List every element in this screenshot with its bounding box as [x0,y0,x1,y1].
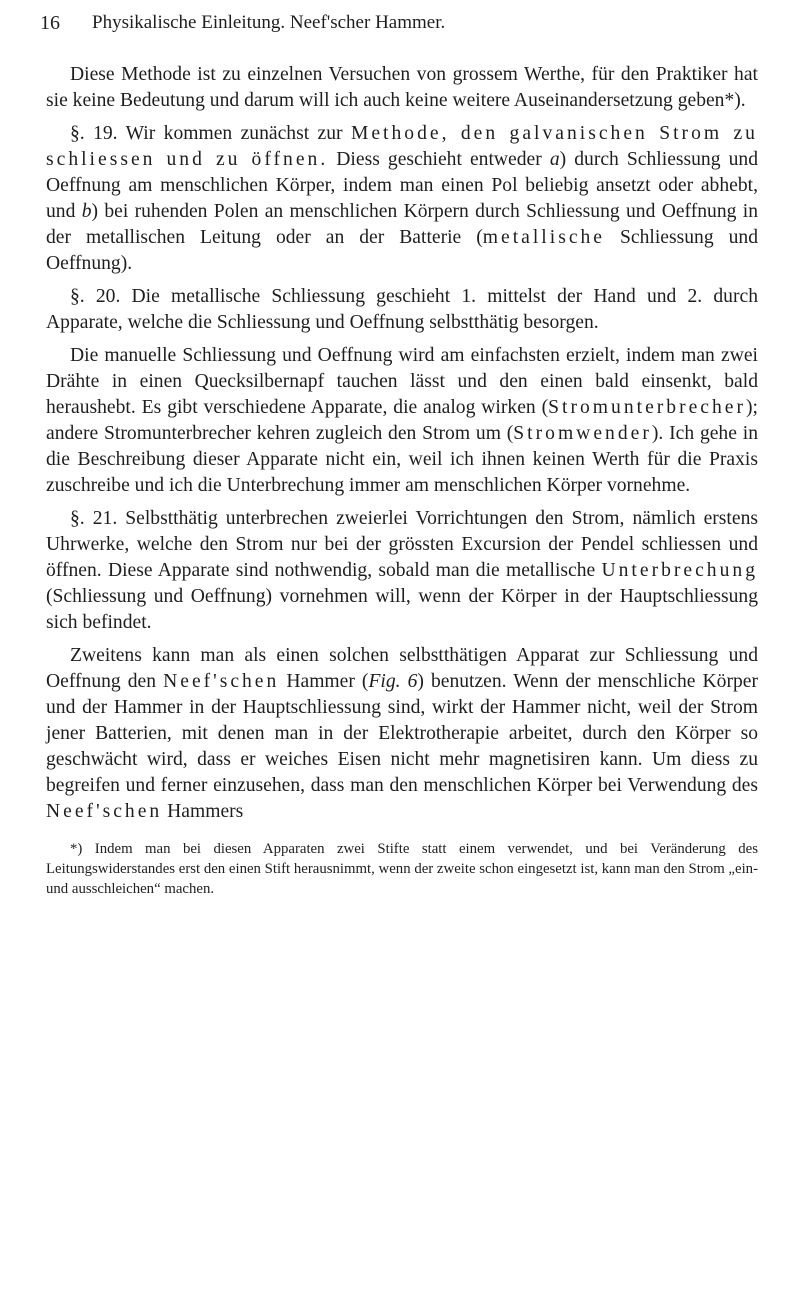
spaced-emphasis: Stromunterbrecher [548,397,747,418]
paragraph-section-21 [46,506,758,636]
spaced-emphasis: metallische [482,227,606,248]
paragraph-methode-intro: Diese Methode ist zu einzelnen Versuchen von grossem Werthe, für den Praktiker hat sie keine Bedeutung und darum will ich auch keine weitere Auseinandersetzung geben*). [46,64,758,111]
paragraph-manuelle-schliessung [46,343,758,499]
paragraph-neef-hammer [46,643,758,825]
text-run: ) benutzen. Wenn der menschliche Körper und der Hammer in der Hauptschliessung sind, wirkt der Hammer nicht, weil der Strom jener Batterien, mit denen man in der Elektrotherapie arbeitet, durch den Körper so geschwächt wird, dass er weiches Eisen nicht mehr magnetisiren kann. Um diess zu begreifen und ferner einzusehen, dass man den menschlichen Körper bei Verwendung des [46,671,758,796]
spaced-emphasis: Stromwender [513,423,652,444]
text-run: Zweitens kann man als einen solchen selbstthätigen Apparat zur Schliessung und Oeffnung den [46,645,758,692]
text-run: Hammers [162,801,244,822]
enum-letter-a: a [549,149,560,170]
text-run: (Schliessung und Oeffnung) vornehmen will, wenn der Körper in der Hauptschliessung sich befindet. [46,586,758,633]
text-run: ) durch Schliessung und Oeffnung am menschlichen Körper, indem man einen Pol beliebig ansetzt oder abhebt, und [46,149,758,222]
spaced-emphasis: Methode, den galvanischen Strom zu schliessen und zu öffnen. [46,123,758,170]
main-text [46,62,758,906]
figure-reference[interactable]: Fig. 6 [368,671,418,692]
running-head: Physikalische Einleitung. Neef'scher Hammer. [92,12,446,33]
text-run: Hammer ( [279,671,369,692]
spaced-emphasis: Neef'schen [46,801,163,822]
paragraph-section-19 [46,121,758,277]
spaced-emphasis: Neef'schen [163,671,280,692]
text-run: ); andere Stromunterbrecher kehren zugleich den Strom um ( [46,397,758,444]
spaced-emphasis: Unterbrechung [601,560,758,581]
text-run: ). Ich gehe in die Beschreibung dieser Apparate nicht ein, weil ich ihnen keinen Werth für die Praxis zuschreibe und ich die Unterbrechung immer am menschlichen Körper vornehme. [46,423,758,496]
text-run: Schliessung und Oeffnung). [46,227,758,274]
text-run: §. 21. Selbstthätig unterbrechen zweierlei Vorrichtungen den Strom, nämlich erstens Uhrwerke, welche den Strom nur bei der grössten Excursion der Pendel schliessen und öffnen. Diese Apparate sind nothwendig, sobald man die metallische [46,508,758,581]
text-run: ) bei ruhenden Polen an menschlichen Körpern durch Schliessung und Oeffnung in der metallischen Leitung oder an der Batterie ( [46,201,758,248]
footnote: *) Indem man bei diesen Apparaten zwei Stifte statt einem verwendet, und bei Veränderung des Leitungswiderstandes erst den einen Stift herausnimmt, wenn der zweite schon eingesetzt ist, kann man den Strom „ein- und ausschleichen“ machen. [46,841,758,897]
text-run: Diess geschieht entweder [328,149,550,170]
text-run: Die manuelle Schliessung und Oeffnung wird am einfachsten erzielt, indem man zwei Drähte in einen Quecksilbernapf tauchen lässt und den einen bald einsenkt, bald heraushebt. Es gibt verschiedene Apparate, die analog wirken ( [46,345,758,418]
paragraph-section-20: §. 20. Die metallische Schliessung geschieht 1. mittelst der Hand und 2. durch Apparate, welche die Schliessung und Oeffnung selbstthätig besorgen. [46,286,758,333]
text-run: §. 19. Wir kommen zunächst zur [70,123,351,144]
page-header [40,12,760,40]
page-number: 16 [40,12,60,34]
enum-letter-b: b [81,201,92,222]
